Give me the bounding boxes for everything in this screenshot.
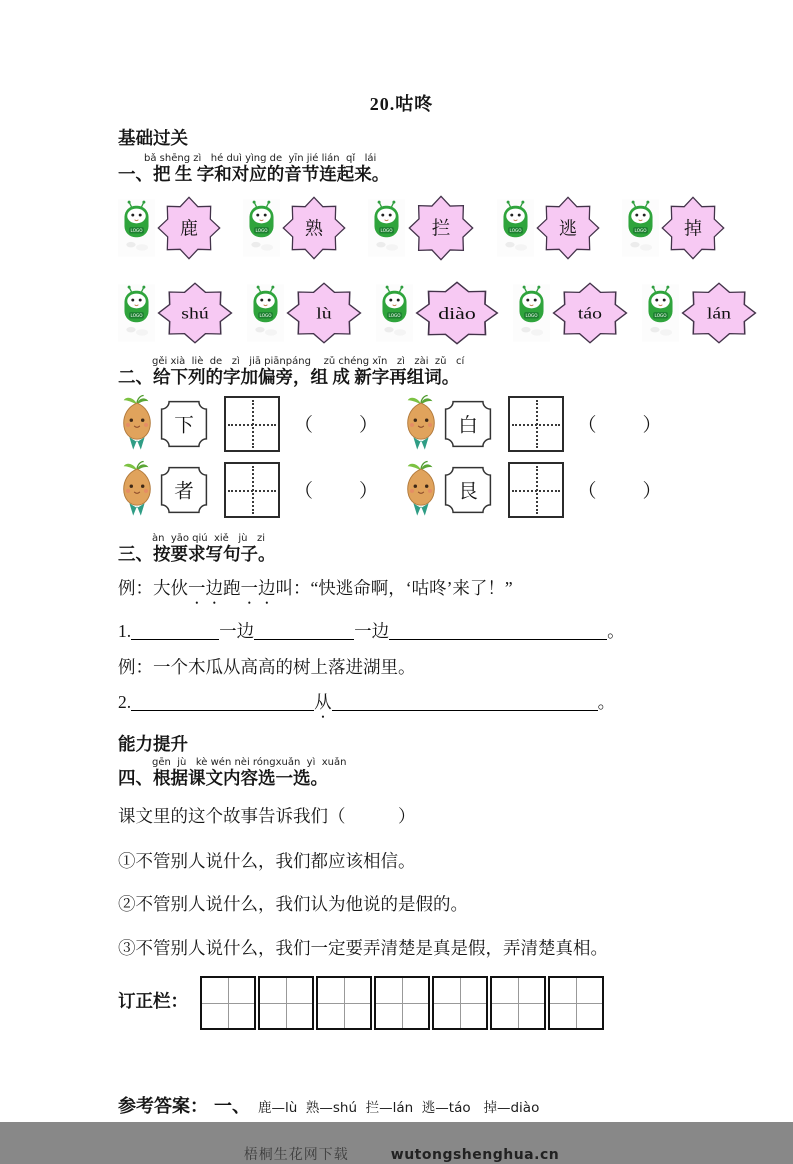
answer-key-number: 一、 [214, 1095, 250, 1116]
green-robot-mascot-icon [368, 199, 405, 257]
grid-block [490, 976, 546, 1030]
badge-syllable: lù [316, 304, 332, 323]
svg-text:LOGO: LOGO [130, 313, 143, 319]
plaque-character: 白 [457, 415, 478, 437]
grid-block [316, 976, 372, 1030]
svg-text:LOGO: LOGO [634, 228, 647, 234]
star-badge [407, 195, 475, 261]
badge-syllable: lán [706, 304, 732, 323]
ex2-row-1 [118, 394, 685, 454]
badge-character: 掉 [684, 218, 702, 239]
section-heading-ability: 能力提升 [118, 734, 188, 755]
ex2-item [402, 460, 686, 520]
grid-block [200, 976, 256, 1030]
ex2-item [402, 394, 686, 454]
emphasized-text: 一边 [188, 577, 223, 598]
answer-key [118, 1092, 685, 1118]
svg-text:LOGO: LOGO [255, 228, 268, 234]
ex4-option-1: ①不管别人说什么，我们都应该相信。 [118, 850, 416, 871]
svg-text:LOGO: LOGO [380, 228, 393, 234]
match-pair [497, 195, 600, 261]
green-robot-mascot-icon [376, 284, 413, 342]
grid-block [548, 976, 604, 1030]
writing-grid [508, 462, 564, 518]
ex2-pinyin: gěi xià liè de zì jiā piānpáng zǔ chéng xīn zì zài zǔ cí [152, 355, 465, 367]
fill-blank [332, 692, 598, 711]
green-robot-mascot-icon [513, 284, 550, 342]
badge-syllable: táo [577, 304, 603, 323]
match-pair [513, 282, 628, 344]
ex3-fill-line-1: 1. 一边 一边 。 [118, 620, 625, 641]
green-robot-mascot-icon [243, 199, 280, 257]
ex1-character-row [118, 195, 702, 261]
ex4-pinyin: gēn jù kè wén nèi róngxuǎn yì xuǎn [152, 757, 347, 768]
badge-character: 拦 [431, 218, 451, 239]
match-pair [118, 282, 233, 344]
star-badge [286, 282, 362, 344]
star-badge [157, 195, 221, 261]
onion-sprout-mascot-icon [118, 460, 156, 520]
page-footer [118, 1144, 685, 1164]
ex3-example-1: 例：大伙一边跑一边叫：“快逃命啊，‘咕咚’来了！” [118, 577, 513, 598]
character-plaque [440, 396, 496, 452]
writing-grid [224, 396, 280, 452]
svg-text:LOGO: LOGO [130, 228, 143, 234]
section-heading-basic: 基础过关 [118, 128, 188, 148]
star-badge [681, 282, 757, 344]
badge-character: 鹿 [180, 218, 198, 239]
answer-parens: （ ） [294, 415, 379, 437]
onion-sprout-mascot-icon [402, 394, 440, 454]
answer-parens: （ ） [577, 415, 662, 437]
ex4-title: 四、根据课文内容选一选。 [118, 768, 328, 788]
svg-text:LOGO: LOGO [388, 313, 401, 319]
svg-text:LOGO: LOGO [525, 313, 538, 319]
writing-grid [508, 396, 564, 452]
correction-label: 订正栏： [118, 990, 188, 1011]
footer-site-name: 梧桐生花网下载 [243, 1147, 349, 1163]
fill-blank [389, 621, 607, 640]
ex1-title: 一、把 生 字和对应的音节连起来。 [118, 163, 390, 184]
plaque-character: 者 [174, 481, 194, 503]
star-badge [552, 282, 628, 344]
ex1-pinyin: bǎ shēng zì hé duì yìng de yīn jié lián qǐ lái [144, 152, 377, 164]
ex4-option-2: ②不管别人说什么，我们认为他说的是假的。 [118, 894, 468, 915]
star-badge [157, 282, 233, 344]
match-pair [247, 282, 362, 344]
page-title: 20.咕咚 [369, 94, 434, 114]
writing-grid [224, 462, 280, 518]
grid-block [258, 976, 314, 1030]
star-badge [661, 195, 725, 261]
ex3-example-2: 例：一个木瓜从高高的树上落进湖里。 [118, 656, 416, 677]
emphasized-text: 从 [314, 692, 332, 713]
plaque-character: 下 [174, 415, 194, 437]
green-robot-mascot-icon [642, 284, 679, 342]
footer-site-url: wutongshenghua.cn [390, 1146, 560, 1163]
match-pair [368, 195, 475, 261]
star-badge [282, 195, 346, 261]
onion-sprout-mascot-icon [118, 394, 156, 454]
star-badge [415, 281, 499, 345]
badge-syllable: shú [181, 304, 209, 323]
ex3-title: 三、按要求写句子。 [118, 543, 276, 564]
answer-parens: （ ） [577, 481, 662, 503]
svg-text:LOGO: LOGO [654, 313, 667, 319]
emphasized-text: 一边 [240, 577, 276, 598]
green-robot-mascot-icon [622, 199, 659, 257]
match-pair [376, 281, 499, 345]
character-plaque [156, 462, 212, 518]
onion-sprout-mascot-icon [402, 460, 440, 520]
match-pair [243, 195, 346, 261]
ex2-row-2 [118, 460, 685, 520]
fill-blank [131, 692, 314, 711]
star-badge [536, 195, 600, 261]
fill-blank [254, 621, 354, 640]
green-robot-mascot-icon [118, 199, 155, 257]
svg-text:LOGO: LOGO [509, 228, 522, 234]
ex2-title: 二、给下列的字加偏旁，组 成 新字再组词。 [118, 366, 460, 387]
match-pair [622, 195, 725, 261]
correction-grid [200, 976, 604, 1030]
answer-key-label: 参考答案： [118, 1095, 208, 1116]
grid-block [374, 976, 430, 1030]
green-robot-mascot-icon [497, 199, 534, 257]
ex2-item [118, 460, 402, 520]
ex1-syllable-row [118, 281, 732, 345]
svg-text:LOGO: LOGO [259, 313, 272, 319]
grid-block [432, 976, 488, 1030]
character-plaque [440, 462, 496, 518]
fill-blank [131, 621, 219, 640]
match-pair [118, 195, 221, 261]
ex2-item [118, 394, 402, 454]
ex4-question: 课文里的这个故事告诉我们（ ） [118, 806, 416, 826]
answer-parens: （ ） [294, 481, 379, 503]
badge-character: 逃 [559, 218, 577, 239]
green-robot-mascot-icon [247, 284, 284, 342]
match-pair [642, 282, 757, 344]
ex3-fill-line-2: 2. 从 。 [118, 692, 616, 713]
answer-key-content: 鹿—lù 熟—shú 拦—lán 逃—táo 掉—diào [258, 1099, 540, 1116]
green-robot-mascot-icon [118, 284, 155, 342]
badge-syllable: diào [438, 304, 476, 323]
plaque-character: 艮 [457, 481, 478, 503]
ex3-pinyin: àn yāo qiú xiě jù zi [152, 532, 266, 544]
badge-character: 熟 [305, 218, 323, 239]
character-plaque [156, 396, 212, 452]
ex4-option-3: ③不管别人说什么，我们一定要弄清楚是真是假，弄清楚真相。 [118, 938, 608, 959]
correction-section [118, 976, 685, 1030]
